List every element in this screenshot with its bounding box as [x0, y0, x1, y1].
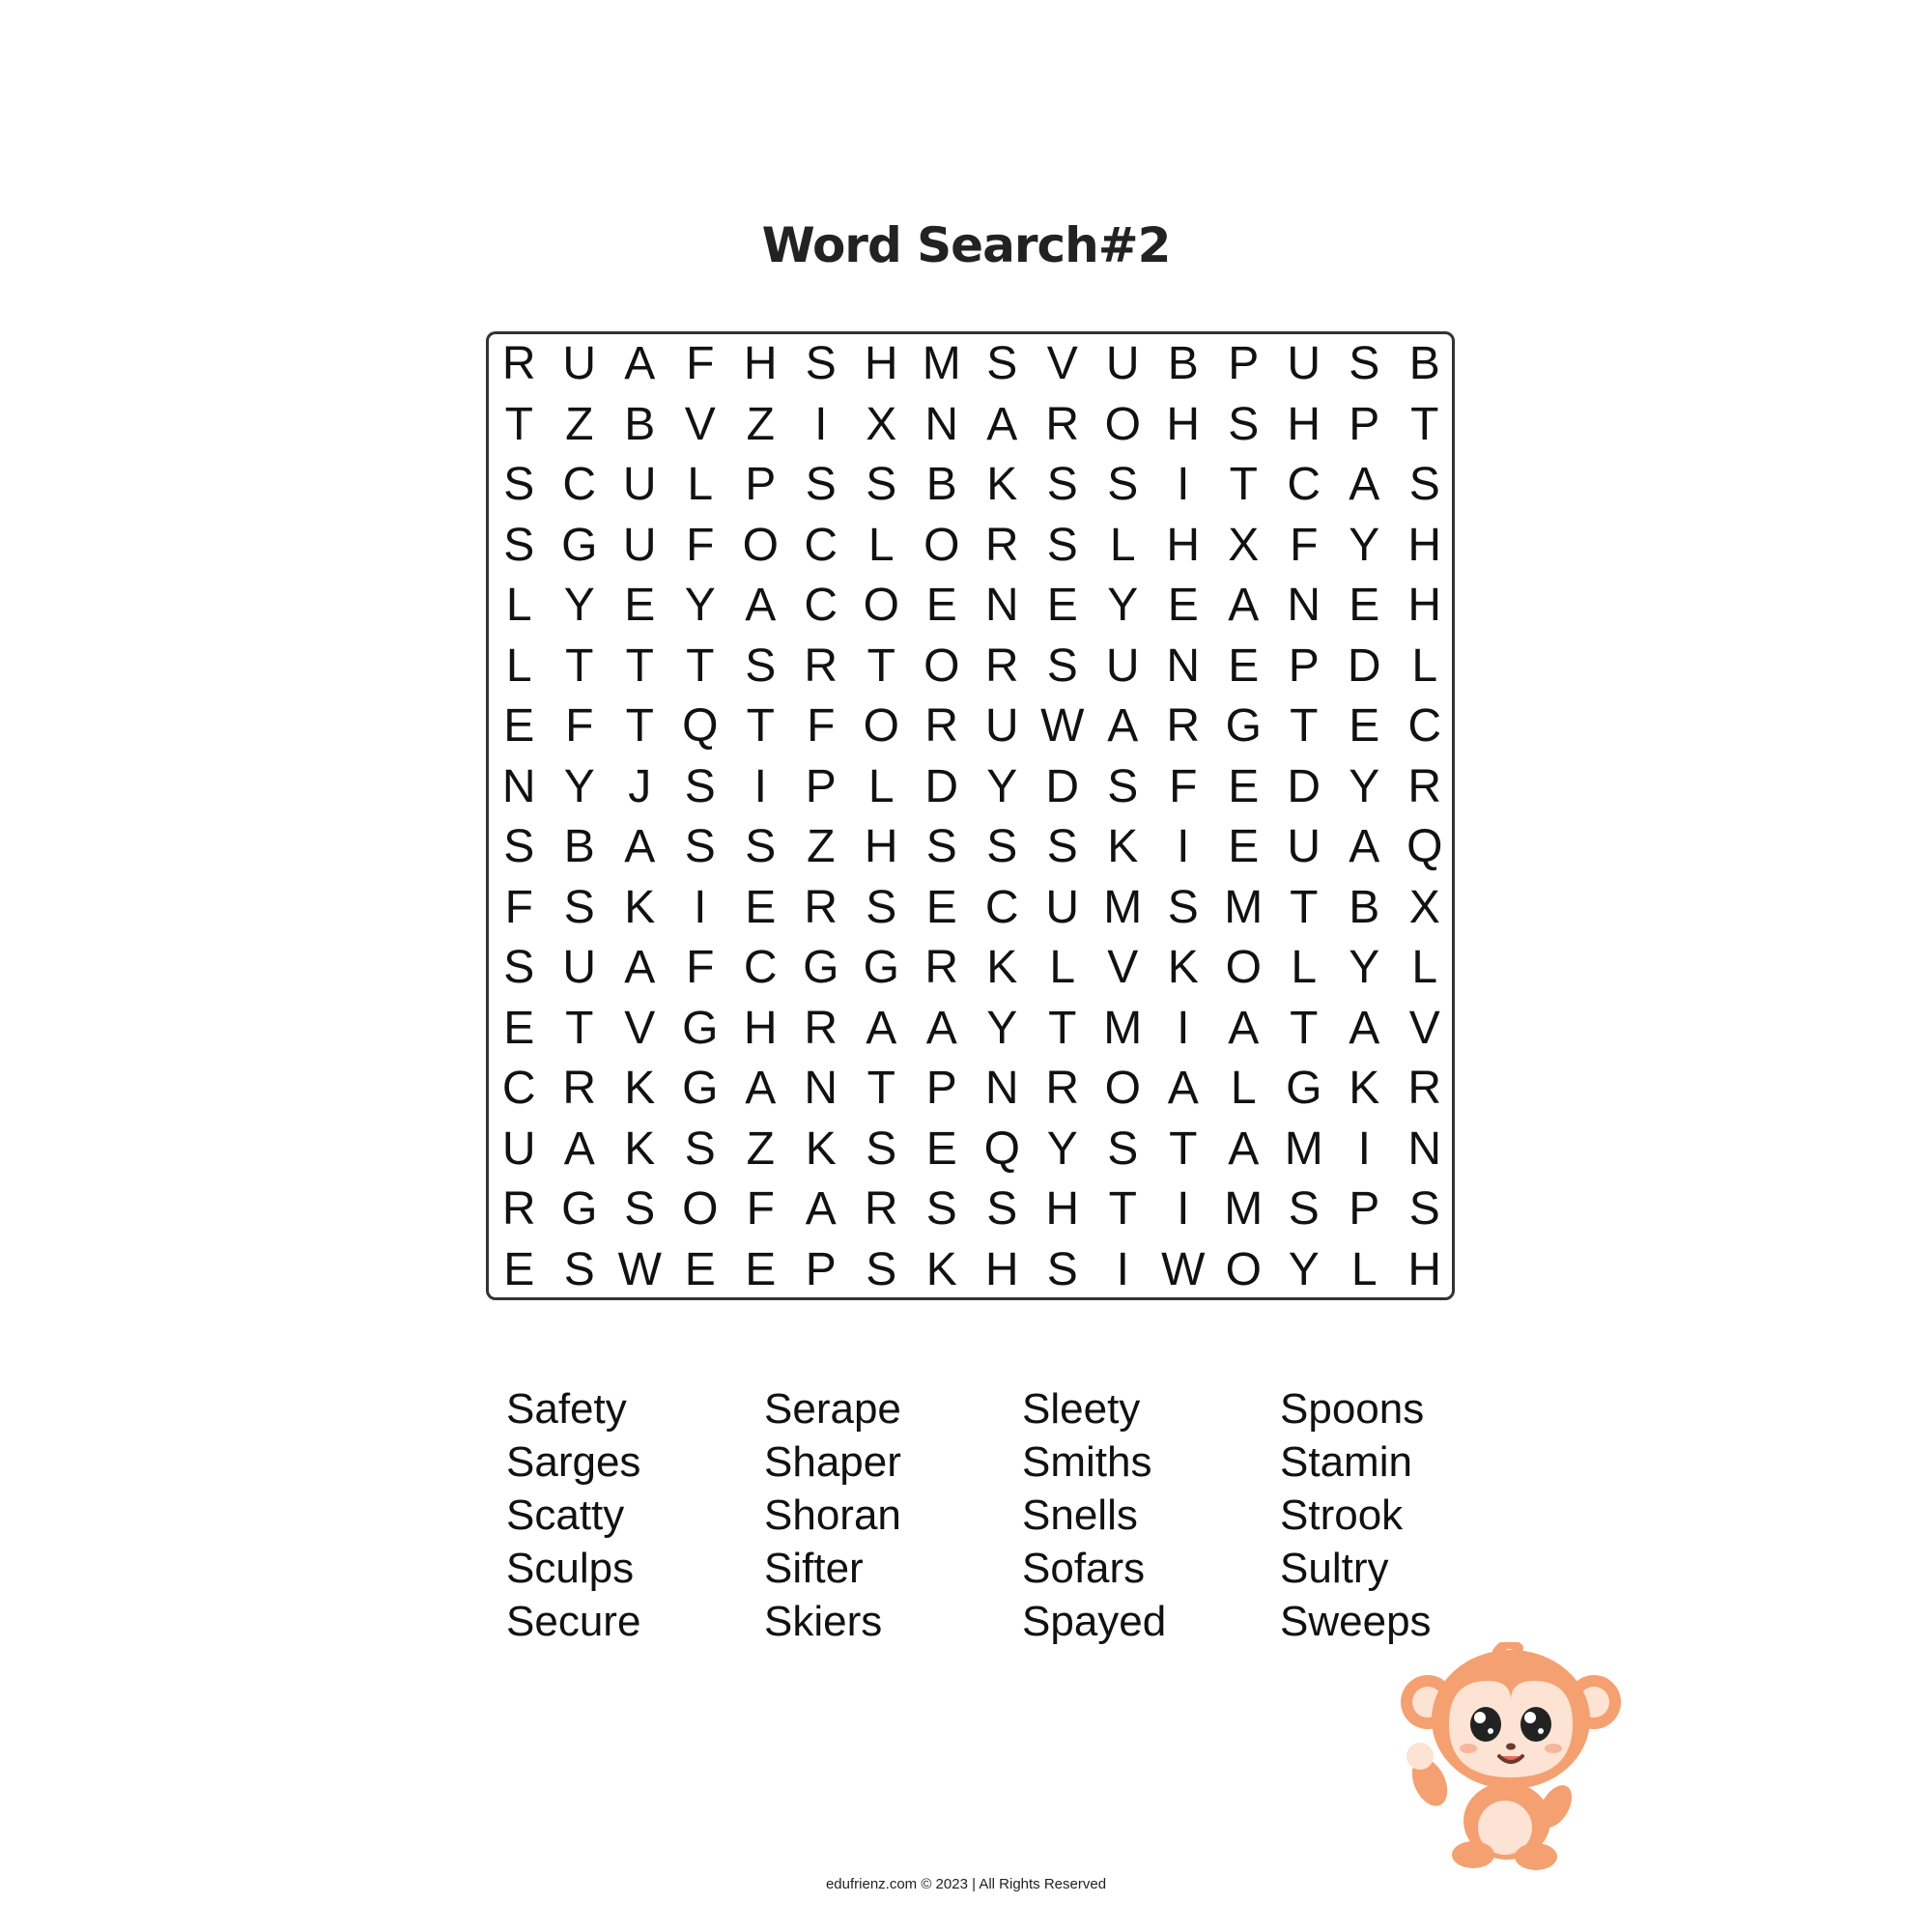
grid-letter[interactable]: S [1408, 1183, 1440, 1235]
grid-letter[interactable]: N [924, 398, 959, 450]
grid-letter[interactable]: S [1046, 639, 1078, 692]
grid-letter[interactable]: B [1408, 338, 1440, 389]
grid-letter[interactable]: U [501, 1122, 536, 1175]
grid-letter[interactable]: T [867, 639, 895, 692]
grid-letter[interactable]: T [1169, 1122, 1198, 1175]
grid-letter[interactable]: A [563, 1122, 595, 1175]
grid-letter[interactable]: I [1177, 459, 1190, 510]
grid-letter[interactable]: O [923, 519, 960, 571]
grid-letter[interactable]: D [1347, 639, 1381, 692]
grid-letter[interactable]: F [746, 1183, 775, 1235]
grid-letter[interactable]: F [1169, 760, 1198, 812]
grid-letter[interactable]: M [1103, 881, 1143, 933]
grid-letter[interactable]: T [565, 1002, 594, 1054]
grid-letter[interactable]: K [1107, 821, 1139, 872]
grid-letter[interactable]: E [925, 1122, 957, 1175]
grid-letter[interactable]: Y [1349, 519, 1380, 571]
grid-letter[interactable]: E [1228, 821, 1260, 872]
grid-letter[interactable]: E [745, 881, 777, 933]
grid-letter[interactable]: V [1046, 338, 1078, 389]
grid-letter[interactable]: K [624, 881, 656, 933]
grid-letter[interactable]: O [1104, 1063, 1141, 1114]
grid-letter[interactable]: C [984, 881, 1019, 933]
grid-letter[interactable]: E [624, 580, 656, 631]
word-list-item: Spoons [1280, 1385, 1425, 1433]
grid-letter[interactable]: V [1408, 1002, 1440, 1054]
grid-letter[interactable]: V [624, 1002, 656, 1054]
grid-letter[interactable]: O [1225, 1243, 1262, 1295]
page-title: Word Search#2 [761, 217, 1171, 273]
grid-letter[interactable]: S [684, 821, 716, 872]
grid-letter[interactable]: I [1357, 1122, 1371, 1175]
grid-letter[interactable]: N [1407, 1122, 1442, 1175]
grid-letter[interactable]: S [624, 1183, 656, 1235]
grid-letter[interactable]: A [745, 1063, 777, 1114]
grid-letter[interactable]: L [1049, 942, 1076, 993]
grid-letter[interactable]: B [1349, 881, 1380, 933]
grid-letter[interactable]: M [1224, 1183, 1264, 1235]
grid-letter[interactable]: F [807, 700, 836, 752]
grid-letter[interactable]: U [1287, 338, 1321, 389]
grid-letter[interactable]: H [1407, 519, 1442, 571]
grid-letter[interactable]: R [804, 881, 838, 933]
grid-letter[interactable]: A [624, 338, 656, 389]
grid-letter[interactable]: K [1349, 1063, 1380, 1114]
grid-letter[interactable]: H [864, 338, 898, 389]
word-list-item: Sofars [1022, 1545, 1146, 1592]
grid-letter[interactable]: E [503, 1002, 535, 1054]
grid-letter[interactable]: Y [1046, 1122, 1078, 1175]
monkey-mascot-icon [1391, 1642, 1633, 1874]
grid-letter[interactable]: Y [1107, 580, 1139, 631]
grid-letter[interactable]: I [753, 760, 767, 812]
word-list-item: Skiers [764, 1598, 883, 1645]
grid-letter[interactable]: W [1161, 1243, 1206, 1295]
word-list-item: Stamin [1280, 1438, 1412, 1486]
grid-letter[interactable]: F [686, 519, 715, 571]
grid-letter[interactable]: O [923, 639, 960, 692]
grid-letter[interactable]: U [622, 519, 657, 571]
grid-letter[interactable]: R [984, 519, 1019, 571]
grid-letter[interactable]: G [561, 1183, 598, 1235]
grid-letter[interactable]: T [1290, 1002, 1319, 1054]
grid-letter[interactable]: E [1046, 580, 1078, 631]
copyright-footer: edufrienz.com © 2023 | All Rights Reserved [825, 1876, 1107, 1892]
grid-letter[interactable]: G [561, 519, 598, 571]
grid-letter[interactable]: B [1167, 338, 1199, 389]
grid-letter[interactable]: P [1228, 338, 1260, 389]
grid-letter[interactable]: G [1225, 700, 1262, 752]
grid-letter[interactable]: P [805, 760, 837, 812]
grid-letter[interactable]: S [1107, 1122, 1139, 1175]
grid-letter[interactable]: K [624, 1063, 656, 1114]
grid-letter[interactable]: R [924, 700, 959, 752]
grid-letter[interactable]: E [1228, 639, 1260, 692]
grid-letter[interactable]: U [1105, 338, 1140, 389]
grid-letter[interactable]: N [984, 580, 1019, 631]
grid-letter[interactable]: U [562, 942, 597, 993]
grid-letter[interactable]: P [745, 459, 777, 510]
grid-letter[interactable]: E [503, 1243, 535, 1295]
grid-letter[interactable]: M [1284, 1122, 1323, 1175]
word-list-item: Sweeps [1280, 1598, 1432, 1645]
grid-letter[interactable]: L [1291, 942, 1318, 993]
grid-letter[interactable]: D [1045, 760, 1080, 812]
grid-letter[interactable]: I [1116, 1243, 1129, 1295]
grid-letter[interactable]: V [684, 398, 716, 450]
grid-letter[interactable]: M [1224, 881, 1264, 933]
grid-letter[interactable]: F [686, 338, 715, 389]
grid-letter[interactable]: K [986, 459, 1018, 510]
grid-letter[interactable]: R [501, 1183, 536, 1235]
grid-letter[interactable]: Z [565, 398, 594, 450]
grid-letter[interactable]: A [1167, 1063, 1199, 1114]
grid-letter[interactable]: A [1228, 1002, 1260, 1054]
grid-letter[interactable]: C [1287, 459, 1321, 510]
grid-letter[interactable]: Z [746, 398, 775, 450]
grid-letter[interactable]: S [684, 760, 716, 812]
grid-letter[interactable]: A [624, 942, 656, 993]
grid-letter[interactable]: T [1410, 398, 1439, 450]
grid-letter[interactable]: L [1411, 639, 1438, 692]
grid-letter[interactable]: S [563, 1243, 595, 1295]
grid-letter[interactable]: N [501, 760, 536, 812]
grid-letter[interactable]: T [1290, 700, 1319, 752]
grid-letter[interactable]: W [617, 1243, 662, 1295]
grid-letter[interactable]: G [863, 942, 899, 993]
grid-letter[interactable]: U [1287, 821, 1321, 872]
grid-letter[interactable]: R [804, 639, 838, 692]
grid-letter[interactable]: Q [682, 700, 719, 752]
grid-letter[interactable]: H [1166, 519, 1201, 571]
word-list-item: Safety [506, 1385, 627, 1433]
grid-letter[interactable]: S [1349, 338, 1380, 389]
grid-letter[interactable]: R [1045, 398, 1080, 450]
grid-letter[interactable]: G [682, 1063, 719, 1114]
grid-letter[interactable]: S [745, 639, 777, 692]
grid-letter[interactable]: P [1349, 398, 1380, 450]
word-list-item: Sleety [1022, 1385, 1141, 1433]
grid-letter[interactable]: T [1290, 881, 1319, 933]
grid-letter[interactable]: E [925, 580, 957, 631]
word-list-item: Sarges [506, 1438, 641, 1486]
word-list-item: Scatty [506, 1492, 625, 1539]
grid-letter[interactable]: S [503, 459, 535, 510]
grid-letter[interactable]: L [1411, 942, 1438, 993]
grid-letter[interactable]: R [1045, 1063, 1080, 1114]
grid-letter[interactable]: K [805, 1122, 837, 1175]
word-list-item: Spayed [1022, 1598, 1167, 1645]
grid-letter[interactable]: E [745, 1243, 777, 1295]
grid-letter[interactable]: U [622, 459, 657, 510]
grid-letter[interactable]: K [624, 1122, 656, 1175]
grid-letter[interactable]: H [864, 821, 898, 872]
grid-letter[interactable]: P [805, 1243, 837, 1295]
grid-letter[interactable]: T [1229, 459, 1258, 510]
grid-letter[interactable]: G [1286, 1063, 1322, 1114]
grid-letter[interactable]: P [1349, 1183, 1380, 1235]
grid-letter[interactable]: M [922, 338, 961, 389]
grid-letter[interactable]: G [682, 1002, 719, 1054]
grid-letter[interactable]: N [984, 1063, 1019, 1114]
grid-letter[interactable]: S [925, 1183, 957, 1235]
grid-letter[interactable]: L [1109, 519, 1136, 571]
grid-letter[interactable]: A [1349, 821, 1380, 872]
grid-letter[interactable]: R [864, 1183, 898, 1235]
grid-letter[interactable]: K [925, 1243, 957, 1295]
grid-letter[interactable]: S [866, 1243, 897, 1295]
grid-letter[interactable]: B [624, 398, 656, 450]
grid-letter[interactable]: B [925, 459, 957, 510]
grid-letter[interactable]: C [562, 459, 597, 510]
word-list-item: Strook [1280, 1492, 1404, 1539]
grid-letter[interactable]: B [563, 821, 595, 872]
grid-letter[interactable]: S [866, 1122, 897, 1175]
grid-letter[interactable]: A [986, 398, 1018, 450]
word-list-item: Sifter [764, 1545, 864, 1592]
grid-letter[interactable]: Y [1349, 942, 1380, 993]
grid-letter[interactable]: U [1105, 639, 1140, 692]
grid-letter[interactable]: U [984, 700, 1019, 752]
grid-letter[interactable]: H [743, 1002, 778, 1054]
grid-letter[interactable]: S [805, 338, 837, 389]
grid-letter[interactable]: A [1107, 700, 1139, 752]
grid-letter[interactable]: A [1349, 459, 1380, 510]
grid-letter[interactable]: S [866, 459, 897, 510]
grid-letter[interactable]: S [1046, 459, 1078, 510]
grid-letter[interactable]: T [867, 1063, 895, 1114]
grid-letter[interactable]: O [863, 700, 899, 752]
word-list-item: Sculps [506, 1545, 635, 1592]
letter-grid [486, 331, 1455, 1300]
grid-letter[interactable]: S [1107, 459, 1139, 510]
grid-letter[interactable]: E [684, 1243, 716, 1295]
grid-letter[interactable]: Z [746, 1122, 775, 1175]
grid-letter[interactable]: I [1177, 1002, 1190, 1054]
grid-letter[interactable]: A [805, 1183, 837, 1235]
grid-letter[interactable]: S [503, 519, 535, 571]
grid-letter[interactable]: Y [1349, 760, 1380, 812]
grid-letter[interactable]: E [1349, 580, 1380, 631]
grid-letter[interactable]: S [986, 338, 1018, 389]
grid-letter[interactable]: L [1230, 1063, 1257, 1114]
grid-letter[interactable]: I [814, 398, 828, 450]
grid-letter[interactable]: O [742, 519, 779, 571]
grid-letter[interactable]: Q [983, 1122, 1020, 1175]
grid-letter[interactable]: E [503, 700, 535, 752]
word-list-item: Secure [506, 1598, 641, 1645]
grid-letter[interactable]: E [1228, 760, 1260, 812]
grid-letter[interactable]: S [503, 821, 535, 872]
grid-letter[interactable]: T [1048, 1002, 1077, 1054]
grid-letter[interactable]: F [565, 700, 594, 752]
grid-letter[interactable]: R [924, 942, 959, 993]
grid-letter[interactable]: S [1107, 760, 1139, 812]
grid-letter[interactable]: R [984, 639, 1019, 692]
grid-letter[interactable]: S [1046, 519, 1078, 571]
grid-letter[interactable]: S [1288, 1183, 1320, 1235]
grid-letter[interactable]: V [1107, 942, 1139, 993]
grid-letter[interactable]: C [743, 942, 778, 993]
grid-letter[interactable]: R [562, 1063, 597, 1114]
grid-letter[interactable]: H [1407, 580, 1442, 631]
grid-letter[interactable]: A [1228, 1122, 1260, 1175]
word-list-item: Serape [764, 1385, 901, 1433]
word-list-item: Shaper [764, 1438, 901, 1486]
grid-letter[interactable]: Y [563, 760, 595, 812]
grid-letter[interactable]: T [565, 639, 594, 692]
grid-letter[interactable]: Y [986, 760, 1018, 812]
grid-letter[interactable]: J [628, 760, 652, 812]
grid-letter[interactable]: L [505, 639, 532, 692]
grid-letter[interactable]: F [686, 942, 715, 993]
grid-letter[interactable]: E [925, 881, 957, 933]
grid-letter[interactable]: O [1225, 942, 1262, 993]
grid-letter[interactable]: C [1407, 700, 1442, 752]
grid-letter[interactable]: U [562, 338, 597, 389]
grid-letter[interactable]: S [745, 821, 777, 872]
grid-letter[interactable]: L [867, 519, 895, 571]
grid-letter[interactable]: X [1408, 881, 1440, 933]
grid-letter[interactable]: I [694, 881, 707, 933]
grid-letter[interactable]: C [804, 519, 838, 571]
grid-letter[interactable]: I [1177, 1183, 1190, 1235]
grid-letter[interactable]: Y [563, 580, 595, 631]
grid-letter[interactable]: L [867, 760, 895, 812]
word-list-item: Snells [1022, 1492, 1138, 1539]
grid-letter[interactable]: X [1228, 519, 1260, 571]
grid-letter[interactable]: M [1103, 1002, 1143, 1054]
grid-letter[interactable]: S [1228, 398, 1260, 450]
grid-letter[interactable]: R [501, 338, 536, 389]
grid-letter[interactable]: L [1350, 1243, 1378, 1295]
grid-letter[interactable]: N [1166, 639, 1201, 692]
grid-letter[interactable]: A [1228, 580, 1260, 631]
grid-letter[interactable]: Y [684, 580, 716, 631]
grid-letter[interactable]: F [1290, 519, 1319, 571]
grid-letter[interactable]: S [1046, 821, 1078, 872]
grid-letter[interactable]: T [625, 639, 654, 692]
grid-letter[interactable]: O [1104, 398, 1141, 450]
grid-letter[interactable]: X [866, 398, 897, 450]
grid-letter[interactable]: L [687, 459, 714, 510]
grid-letter[interactable]: Q [1406, 821, 1443, 872]
grid-letter[interactable]: A [1349, 1002, 1380, 1054]
grid-letter[interactable]: H [1166, 398, 1201, 450]
word-list-item: Sultry [1280, 1545, 1389, 1592]
grid-letter[interactable]: H [1045, 1183, 1080, 1235]
grid-letter[interactable]: S [1046, 1243, 1078, 1295]
grid-letter[interactable]: R [1407, 760, 1442, 812]
grid-letter[interactable]: S [925, 821, 957, 872]
grid-letter[interactable]: S [986, 821, 1018, 872]
grid-letter[interactable]: K [986, 942, 1018, 993]
grid-letter[interactable]: R [1407, 1063, 1442, 1114]
grid-letter[interactable]: O [682, 1183, 719, 1235]
grid-letter[interactable]: A [745, 580, 777, 631]
grid-letter[interactable]: L [505, 580, 532, 631]
grid-letter[interactable]: H [1407, 1243, 1442, 1295]
grid-letter[interactable]: S [1167, 881, 1199, 933]
grid-letter[interactable]: E [1167, 580, 1199, 631]
grid-letter[interactable]: W [1040, 700, 1085, 752]
grid-letter[interactable]: S [563, 881, 595, 933]
grid-letter[interactable]: G [803, 942, 839, 993]
grid-letter[interactable]: S [986, 1183, 1018, 1235]
grid-letter[interactable]: Y [1288, 1243, 1320, 1295]
grid-letter[interactable]: S [866, 881, 897, 933]
grid-letter[interactable]: K [1167, 942, 1199, 993]
grid-letter[interactable]: C [501, 1063, 536, 1114]
grid-letter[interactable]: D [924, 760, 959, 812]
grid-letter[interactable]: A [925, 1002, 957, 1054]
grid-letter[interactable]: D [1287, 760, 1321, 812]
grid-letter[interactable]: T [746, 700, 775, 752]
grid-letter[interactable]: H [1287, 398, 1321, 450]
grid-letter[interactable]: T [625, 700, 654, 752]
grid-letter[interactable]: Z [807, 821, 836, 872]
grid-letter[interactable]: R [804, 1002, 838, 1054]
grid-letter[interactable]: O [863, 580, 899, 631]
grid-letter[interactable]: A [866, 1002, 897, 1054]
grid-letter[interactable]: Y [986, 1002, 1018, 1054]
word-list-item: Shoran [764, 1492, 901, 1539]
grid-letter[interactable]: H [743, 338, 778, 389]
grid-letter[interactable]: H [984, 1243, 1019, 1295]
word-list [506, 1383, 1569, 1654]
grid-letter[interactable]: T [686, 639, 715, 692]
grid-letter[interactable]: F [504, 881, 533, 933]
grid-letter[interactable]: S [503, 942, 535, 993]
grid-letter[interactable]: T [504, 398, 533, 450]
grid-letter[interactable]: C [804, 580, 838, 631]
grid-letter[interactable]: N [804, 1063, 838, 1114]
grid-letter[interactable]: P [1288, 639, 1320, 692]
grid-letter[interactable]: P [925, 1063, 957, 1114]
grid-letter[interactable]: S [1408, 459, 1440, 510]
grid-letter[interactable]: E [1349, 700, 1380, 752]
grid-letter[interactable]: I [1177, 821, 1190, 872]
grid-letter[interactable]: T [1108, 1183, 1137, 1235]
grid-letter[interactable]: N [1287, 580, 1321, 631]
grid-letter[interactable]: U [1045, 881, 1080, 933]
grid-letter[interactable]: S [684, 1122, 716, 1175]
grid-letter[interactable]: S [805, 459, 837, 510]
word-list-item: Smiths [1022, 1438, 1152, 1486]
grid-letter[interactable]: R [1166, 700, 1201, 752]
grid-letter[interactable]: A [624, 821, 656, 872]
